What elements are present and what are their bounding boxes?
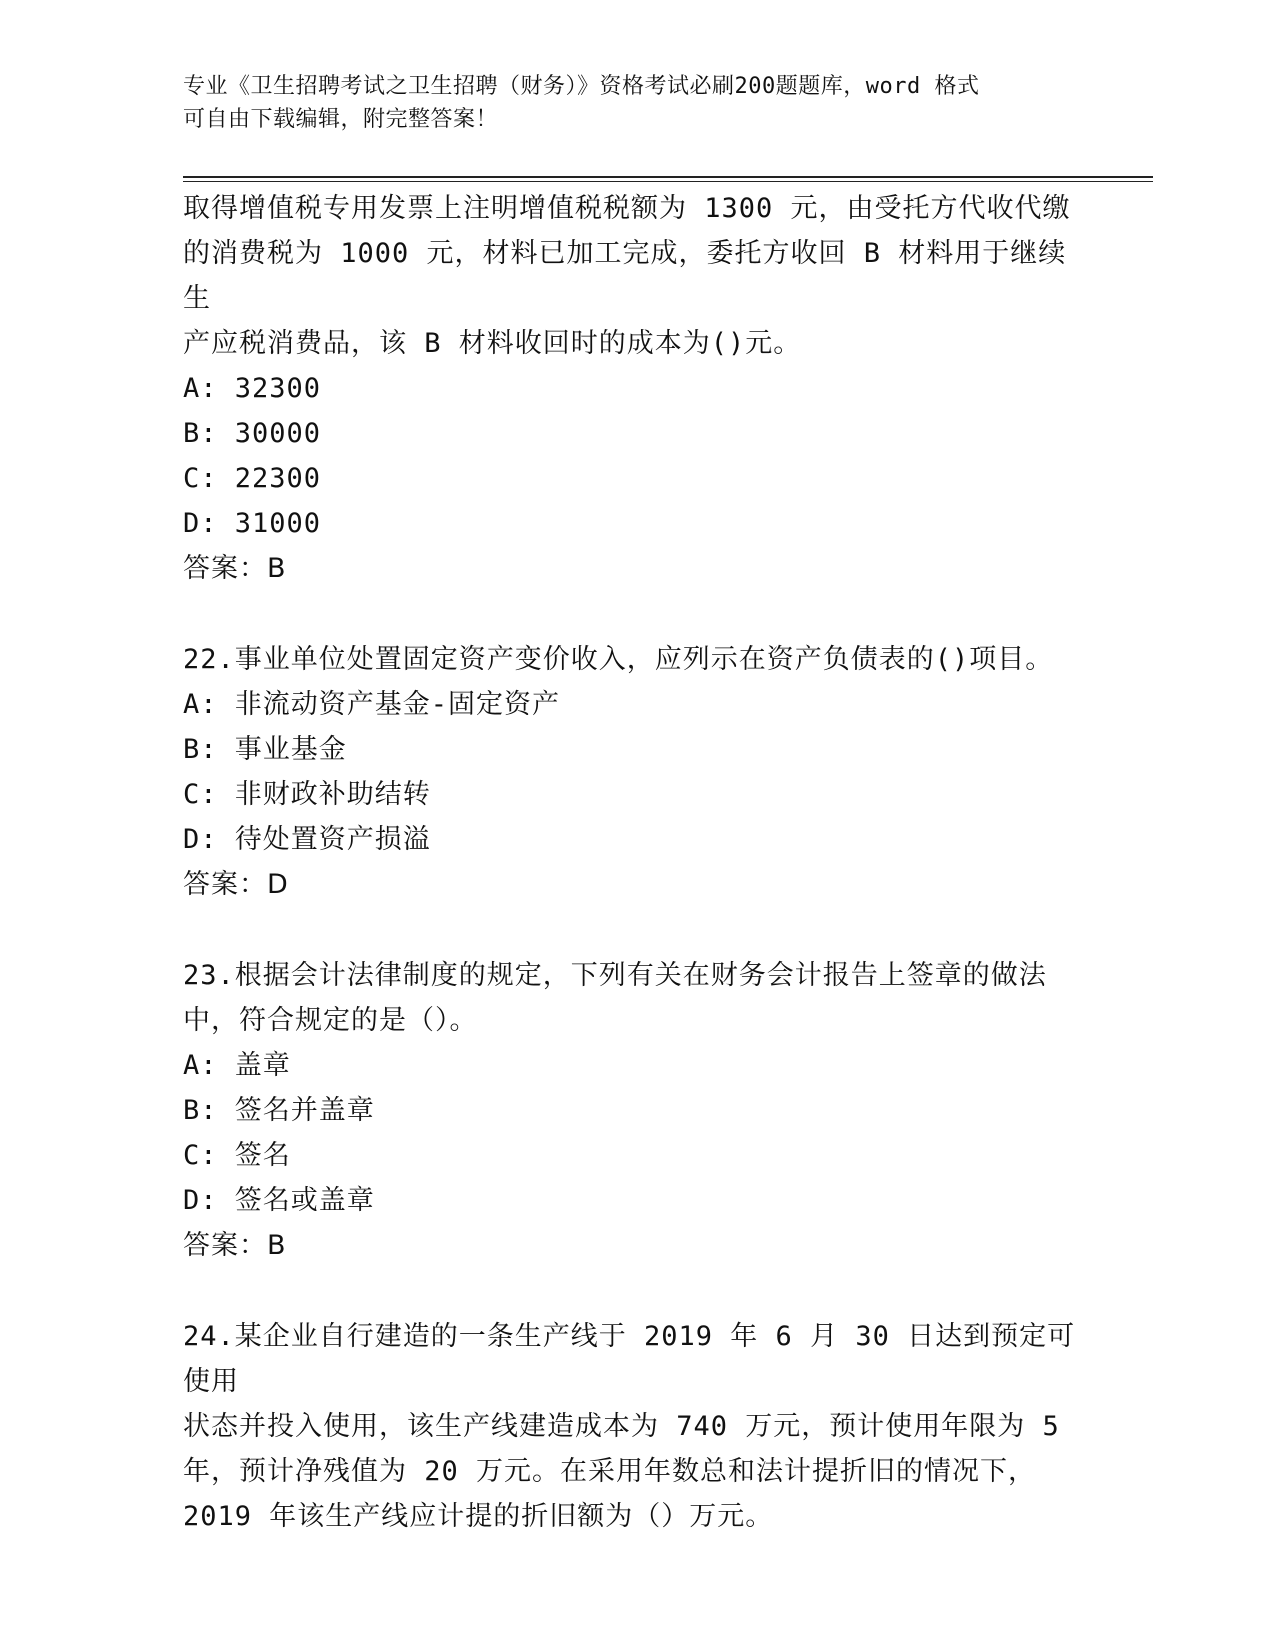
header-rule-thin <box>183 181 1153 182</box>
question-stem-line: 2019 年该生产线应计提的折旧额为（）万元。 <box>183 1501 774 1532</box>
question-stem-line: 中，符合规定的是（）。 <box>183 1005 478 1036</box>
answer-line: 答案：B <box>183 1230 287 1261</box>
question-stem-line: 22.事业单位处置固定资产变价收入，应列示在资产负债表的()项目。 <box>183 644 1054 675</box>
header-line-1: 专业《卫生招聘考试之卫生招聘（财务）》资格考试必刷200题题库，word 格式 <box>183 74 980 99</box>
question-block-24 <box>183 1314 1083 1539</box>
option-a: A: 盖章 <box>183 1050 291 1081</box>
option-b: B: 签名并盖章 <box>183 1095 375 1126</box>
option-d: D: 签名或盖章 <box>183 1185 375 1216</box>
document-header <box>183 70 1063 136</box>
option-b: B: 事业基金 <box>183 734 347 765</box>
question-stem-line: 产应税消费品，该 B 材料收回时的成本为()元。 <box>183 328 802 359</box>
question-stem-line: 的消费税为 1000 元，材料已加工完成，委托方收回 B 材料用于继续生 <box>183 238 1067 314</box>
question-block-21 <box>183 186 1083 591</box>
question-stem-line: 24.某企业自行建造的一条生产线于 2019 年 6 月 30 日达到预定可使用 <box>183 1321 1076 1397</box>
option-d: D: 待处置资产损溢 <box>183 824 431 855</box>
option-c: C: 22300 <box>183 463 322 494</box>
question-stem-line: 年，预计净残值为 20 万元。在采用年数总和法计提折旧的情况下， <box>183 1456 1037 1487</box>
option-c: C: 非财政补助结转 <box>183 779 431 810</box>
option-a: A: 32300 <box>183 373 322 404</box>
header-line-2: 可自由下载编辑，附完整答案！ <box>183 107 499 132</box>
question-block-23 <box>183 953 1083 1268</box>
question-stem-line: 取得增值税专用发票上注明增值税税额为 1300 元，由受托方代收代缴 <box>183 193 1071 224</box>
option-d: D: 31000 <box>183 508 322 539</box>
question-stem-line: 23.根据会计法律制度的规定，下列有关在财务会计报告上签章的做法 <box>183 960 1047 991</box>
question-stem-line: 状态并投入使用，该生产线建造成本为 740 万元，预计使用年限为 5 <box>183 1411 1060 1442</box>
question-list <box>183 186 1083 1539</box>
answer-line: 答案：D <box>183 869 289 900</box>
option-a: A: 非流动资产基金-固定资产 <box>183 689 561 720</box>
option-c: C: 签名 <box>183 1140 291 1171</box>
answer-line: 答案：B <box>183 553 287 584</box>
header-rule-thick <box>183 176 1153 178</box>
option-b: B: 30000 <box>183 418 322 449</box>
question-block-22 <box>183 637 1083 907</box>
